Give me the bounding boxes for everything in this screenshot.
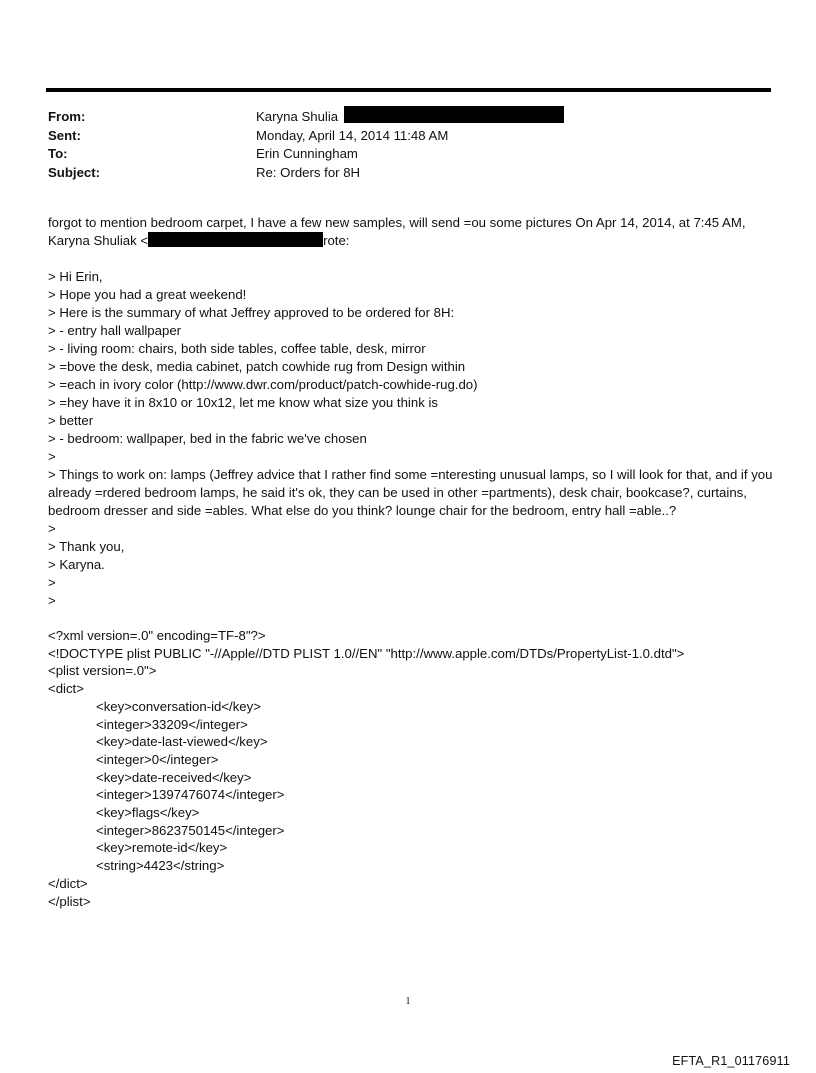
quoted-line: > Here is the summary of what Jeffrey approved to be ordered for 8H:	[48, 305, 455, 320]
plist-entry: <string>4423</string>	[96, 858, 225, 874]
quoted-line: > - entry hall wallpaper	[48, 323, 182, 338]
plist-entry: <integer>0</integer>	[96, 751, 219, 767]
body-intro: forgot to mention bedroom carpet, I have a few new samples, will send =ou some pictures On Apr 14, 2014, at 7:45 AM,	[48, 215, 746, 230]
sent-row	[48, 127, 448, 146]
plist-block	[48, 627, 684, 910]
plist-entry: <key>date-received</key>	[96, 769, 252, 785]
from-value	[256, 108, 338, 127]
page-number: 1	[405, 996, 411, 1007]
quoted-block-a	[48, 268, 778, 466]
quoted-line: >	[48, 575, 56, 590]
quoted-line: >	[48, 449, 56, 464]
plist-entry: <key>remote-id</key>	[96, 840, 228, 856]
to-row	[48, 145, 448, 164]
to-label: To:	[48, 146, 68, 161]
plist-entry: <integer>1397476074</integer>	[96, 787, 285, 803]
plist-entry: <integer>8623750145</integer>	[96, 822, 285, 838]
from-name: Karyna Shulia	[256, 109, 339, 124]
redaction-bar	[148, 232, 323, 247]
quoted-line: > =bove the desk, media cabinet, patch cowhide rug from Design within	[48, 359, 466, 374]
sent-value: Monday, April 14, 2014 11:48 AM	[256, 127, 449, 143]
quoted-line: > =hey have it in 8x10 or 10x12, let me know what size you think is	[48, 395, 438, 410]
quoted-line: > Hi Erin,	[48, 269, 103, 284]
plist-entry: <key>flags</key>	[96, 805, 200, 821]
spacer	[48, 250, 778, 268]
email-header	[48, 108, 448, 182]
email-body	[48, 214, 778, 610]
quoted-line: > Thank you,	[48, 539, 125, 554]
plist-open: <plist version=.0">	[48, 663, 157, 679]
attribution-prefix: Karyna Shuliak <	[48, 233, 149, 248]
quoted-line: > - living room: chairs, both side tables, coffee table, desk, mirror	[48, 341, 426, 356]
plist-entry: <integer>33209</integer>	[96, 716, 248, 732]
attribution-suffix: rote:	[323, 233, 350, 248]
sent-label: Sent:	[48, 127, 81, 143]
subject-value: Re: Orders for 8H	[256, 164, 361, 180]
dict-close: </dict>	[48, 875, 88, 891]
plist-entry: <key>conversation-id</key>	[96, 698, 261, 714]
subject-label: Subject:	[48, 164, 101, 180]
quoted-line: > better	[48, 413, 94, 428]
plist-close: </plist>	[48, 893, 91, 909]
xml-declaration: <?xml version=.0" encoding=TF-8"?>	[48, 628, 266, 643]
subject-row	[48, 164, 448, 183]
doctype-line: <!DOCTYPE plist PUBLIC "-//Apple//DTD PLIST 1.0//EN" "http://www.apple.com/DTDs/PropertyList-1.0.dtd">	[48, 645, 685, 661]
redaction-bar	[344, 106, 564, 123]
dict-open: <dict>	[48, 681, 84, 697]
quoted-line: > Karyna.	[48, 557, 105, 572]
attribution-line	[48, 232, 778, 250]
quoted-line: >	[48, 593, 56, 608]
quoted-line: > - bedroom: wallpaper, bed in the fabric we've chosen	[48, 431, 367, 446]
header-rule	[46, 88, 771, 92]
from-row	[48, 108, 448, 127]
plist-entry: <key>date-last-viewed</key>	[96, 734, 268, 750]
things-to-work-on: > Things to work on: lamps (Jeffrey advice that I rather find some =nteresting unusual lamps, so I will look for that, and if you already =rdered bedroom lamps, he said it's ok, they can be used in other =partments), desk chair, bookcase?, curtains, bedroom dresser and side =ables. What else do you think? lounge chair for the bedroom, entry hall =able..?	[48, 467, 773, 518]
quoted-block-b	[48, 520, 778, 610]
quoted-line: >	[48, 521, 56, 536]
quoted-line: > =each in ivory color (http://www.dwr.com/product/patch-cowhide-rug.do)	[48, 377, 478, 392]
to-value: Erin Cunningham	[256, 146, 358, 161]
bates-stamp: EFTA_R1_01176911	[672, 1054, 790, 1068]
quoted-line: > Hope you had a great weekend!	[48, 287, 247, 302]
from-label: From:	[48, 109, 86, 124]
